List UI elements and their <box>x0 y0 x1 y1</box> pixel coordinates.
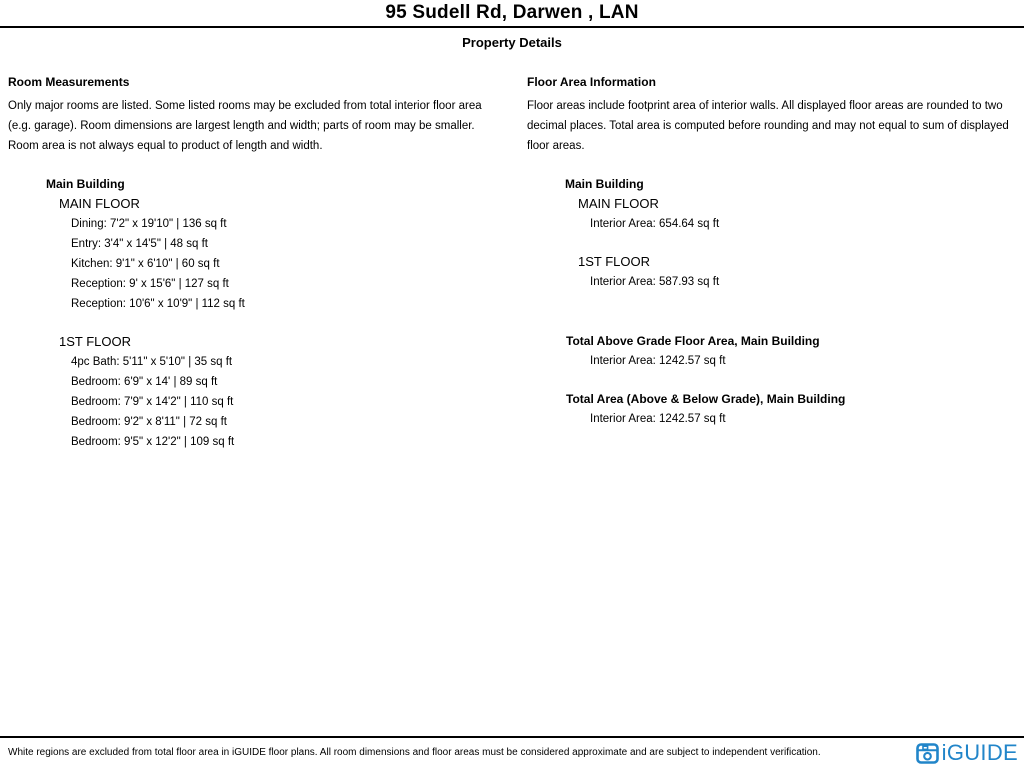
floor-name: 1ST FLOOR <box>578 254 651 269</box>
floor-name: 1ST FLOOR <box>59 334 132 349</box>
totals-group <box>527 332 1024 429</box>
interior-area-line: Interior Area: 654.64 sq ft <box>590 218 720 230</box>
building-name: Main Building <box>46 177 125 191</box>
area-block-main-floor <box>527 194 1024 234</box>
footer-disclaimer: White regions are excluded from total floor area in iGUIDE floor plans. All room dimensions and floor areas must be considered approximate and are subject to independent verification. <box>8 747 821 758</box>
floor-area-building <box>527 174 1024 292</box>
room-line: Bedroom: 9'5" x 12'2" | 109 sq ft <box>71 436 235 448</box>
room-measurements-section <box>8 75 527 452</box>
room-measurements-description: Only major rooms are listed. Some listed rooms may be excluded from total interior floor area (e.g. garage). Room dimensions are largest length and width; parts of room may be smaller. Room area is not always equal to product of length and width. <box>8 100 482 152</box>
iguide-camera-icon <box>916 743 939 764</box>
total-label: Total Above Grade Floor Area, Main Building <box>566 334 820 348</box>
floor-area-description: Floor areas include footprint area of interior walls. All displayed floor areas are rounded to two decimal places. Total area is computed before rounding and may not equal to sum of displayed floor areas. <box>527 100 1009 152</box>
room-line: Dining: 7'2" x 19'10" | 136 sq ft <box>71 218 227 230</box>
room-line: Bedroom: 6'9" x 14' | 89 sq ft <box>71 376 218 388</box>
room-line: Bedroom: 9'2" x 8'11" | 72 sq ft <box>71 416 227 428</box>
room-measurements-building <box>8 174 527 452</box>
floor-name: MAIN FLOOR <box>59 196 140 211</box>
page-title: 95 Sudell Rd, Darwen , LAN <box>385 2 639 23</box>
total-above-below-grade-block <box>527 390 1024 429</box>
room-line: Reception: 10'6" x 10'9" | 112 sq ft <box>71 298 245 310</box>
interior-area-line: Interior Area: 1242.57 sq ft <box>590 355 726 367</box>
room-line: Kitchen: 9'1" x 6'10" | 60 sq ft <box>71 258 220 270</box>
footer-divider <box>0 736 1024 738</box>
room-measurements-heading: Room Measurements <box>8 75 130 89</box>
total-label: Total Area (Above & Below Grade), Main Building <box>566 392 846 406</box>
footer <box>8 740 1018 766</box>
area-block-1st-floor <box>527 252 1024 292</box>
building-name: Main Building <box>565 177 644 191</box>
room-line: Bedroom: 7'9" x 14'2" | 110 sq ft <box>71 396 234 408</box>
floor-area-heading: Floor Area Information <box>527 75 656 89</box>
room-line: Entry: 3'4" x 14'5" | 48 sq ft <box>71 238 209 250</box>
iguide-logo-text: iGUIDE <box>941 740 1018 765</box>
page-subtitle: Property Details <box>462 35 562 50</box>
total-above-grade-block <box>527 332 1024 371</box>
content-columns <box>8 75 1024 452</box>
room-line: 4pc Bath: 5'11" x 5'10" | 35 sq ft <box>71 356 233 368</box>
iguide-logo <box>916 742 1018 764</box>
room-line: Reception: 9' x 15'6" | 127 sq ft <box>71 278 229 290</box>
interior-area-line: Interior Area: 587.93 sq ft <box>590 276 720 288</box>
floor-name: MAIN FLOOR <box>578 196 659 211</box>
header-divider <box>0 26 1024 28</box>
floor-block-main-floor <box>8 194 527 314</box>
floor-area-section <box>527 75 1024 429</box>
interior-area-line: Interior Area: 1242.57 sq ft <box>590 413 726 425</box>
floor-block-1st-floor <box>8 332 527 452</box>
